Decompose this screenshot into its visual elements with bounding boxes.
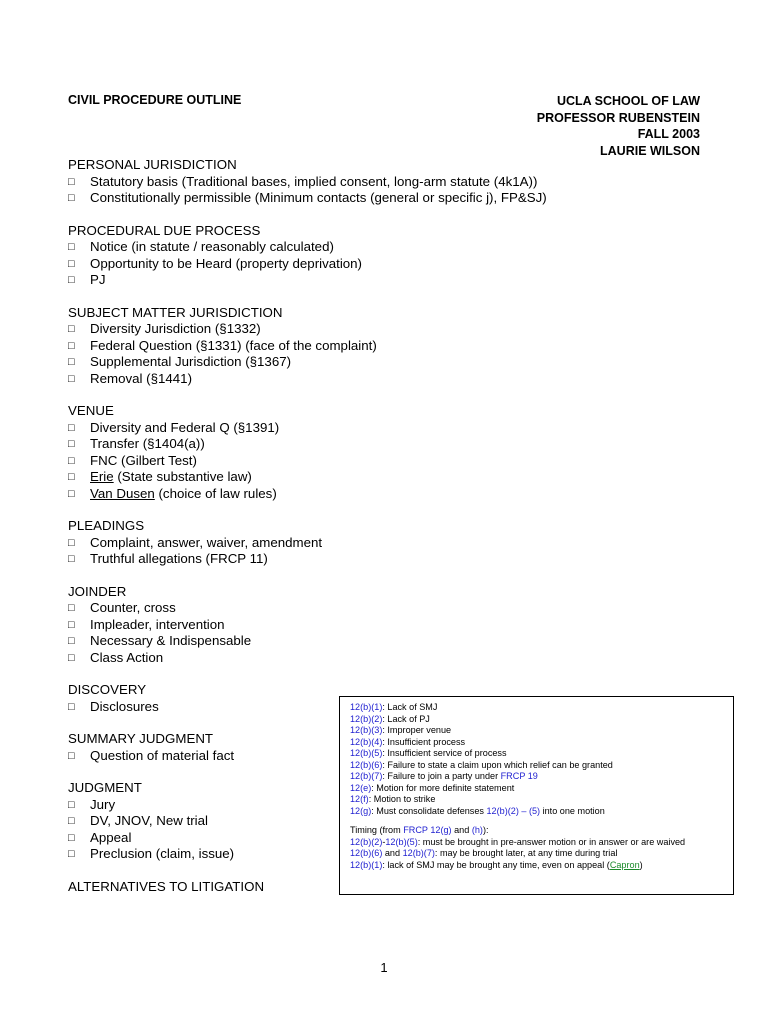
rule-text: : Failure to join a party under [382, 771, 501, 781]
outline-section [68, 305, 508, 388]
rule-text: ) [639, 859, 643, 870]
checkbox-bullet-icon: □ [68, 339, 75, 352]
rule-citation: 12(e) [350, 782, 372, 793]
section-title: PROCEDURAL DUE PROCESS [68, 222, 261, 238]
outline-section [68, 584, 508, 667]
case-name: Van Dusen [90, 485, 155, 501]
term: FALL 2003 [637, 127, 700, 141]
section-title: JUDGMENT [68, 780, 142, 795]
outline-item [68, 272, 508, 289]
checkbox-bullet-icon: □ [68, 635, 75, 647]
item-text: Removal (§1441) [90, 370, 192, 386]
section-title: PLEADINGS [68, 518, 145, 533]
spacer [350, 817, 725, 825]
item-text: Class Action [90, 649, 164, 665]
rule-citation: 12(b)(6) [350, 759, 383, 770]
checkbox-bullet-icon: □ [68, 175, 75, 188]
item-text: Truthful allegations (FRCP 11) [90, 551, 268, 566]
rule-text: : Motion to strike [368, 794, 436, 804]
rule-text: : Insufficient process [382, 736, 466, 747]
outline-item [68, 338, 508, 355]
rule-text: Timing (from [350, 825, 404, 835]
item-text: Jury [90, 796, 116, 812]
item-text: Supplemental Jurisdiction (§1367) [90, 354, 292, 369]
outline-section [68, 518, 508, 568]
rule-text: : must be brought in pre-answer motion or in answer or are waived [417, 836, 686, 847]
checkbox-bullet-icon: □ [68, 274, 75, 286]
outline-section [68, 403, 508, 502]
rule-citation: 12(b)(1) [350, 859, 383, 870]
rule-text: : Insufficient service of process [382, 748, 507, 758]
rule-text: : lack of SMJ may be brought any time, even on appeal ( [382, 859, 610, 870]
item-text: DV, JNOV, New trial [90, 813, 208, 828]
rule-line [350, 760, 725, 772]
rule-text: and [451, 825, 472, 835]
outline-item [68, 469, 508, 486]
outline-item [68, 600, 508, 617]
rule-text: - [382, 836, 386, 847]
checkbox-bullet-icon: □ [68, 241, 75, 253]
rule-citation: 12(b)(4) [350, 736, 383, 747]
rule-text: : Motion for more definite statement [371, 782, 515, 793]
rule-citation: 12(b)(7) [350, 771, 383, 781]
outline-item [68, 617, 508, 634]
rule-text: into one motion [540, 805, 605, 816]
rule-text: : Lack of SMJ [382, 702, 438, 712]
item-text: FNC (Gilbert Test) [90, 452, 197, 468]
rule-line [350, 794, 725, 806]
rule-line [350, 825, 725, 837]
rule-line [350, 748, 725, 760]
rule-text: : Failure to state a claim upon which relief can be granted [382, 759, 613, 770]
checkbox-bullet-icon: □ [68, 454, 75, 467]
item-text: Notice (in statute / reasonably calculated) [90, 239, 334, 254]
item-text: Impleader, intervention [90, 616, 225, 632]
outline-item [68, 354, 508, 371]
rule-line [350, 737, 725, 749]
rule-citation: 12(b)(1) [350, 702, 383, 712]
checkbox-bullet-icon: □ [68, 356, 75, 368]
school-name: UCLA SCHOOL OF LAW [556, 94, 700, 108]
section-title: PERSONAL JURISDICTION [68, 157, 237, 172]
rule-line [350, 714, 725, 726]
professor-name: PROFESSOR RUBENSTEIN [536, 110, 700, 125]
document-title: CIVIL PROCEDURE OUTLINE [68, 93, 242, 107]
checkbox-bullet-icon: □ [68, 438, 75, 450]
checkbox-bullet-icon: □ [68, 651, 75, 664]
rule-text: ): [482, 825, 489, 835]
checkbox-bullet-icon: □ [68, 700, 75, 713]
checkbox-bullet-icon: □ [68, 848, 75, 860]
item-text: Necessary & Indispensable [90, 633, 252, 648]
outline-item [68, 453, 508, 470]
item-text: Diversity and Federal Q (§1391) [90, 419, 280, 435]
author-name: LAURIE WILSON [600, 143, 700, 158]
rule-citation: FRCP 12(g) [403, 825, 452, 835]
rule-line [350, 806, 725, 818]
section-title: SUBJECT MATTER JURISDICTION [68, 304, 283, 320]
rule-line [350, 848, 725, 860]
rule-text: and [382, 848, 403, 858]
rule-citation: 12(b)(5) [350, 748, 383, 758]
rule-citation: (h) [471, 825, 483, 835]
item-text: Complaint, answer, waiver, amendment [90, 534, 323, 550]
case-citation: Capron [609, 859, 640, 870]
checkbox-bullet-icon: □ [68, 323, 75, 335]
rule-citation: 12(b)(3) [350, 725, 383, 735]
item-text: Federal Question (§1331) (face of the complaint) [90, 337, 377, 353]
checkbox-bullet-icon: □ [68, 192, 75, 204]
rule-citation: FRCP 19 [500, 771, 538, 781]
checkbox-bullet-icon: □ [68, 602, 75, 614]
case-name: Erie [90, 469, 114, 484]
outline-item [68, 420, 508, 437]
item-text: Statutory basis (Traditional bases, implied consent, long-arm statute (4k1A)) [90, 173, 538, 189]
rule-line [350, 725, 725, 737]
item-text: Diversity Jurisdiction (§1332) [90, 321, 261, 336]
section-title: SUMMARY JUDGMENT [68, 731, 214, 746]
outline-item [68, 173, 538, 191]
checkbox-bullet-icon: □ [68, 618, 75, 631]
rule-line [350, 783, 725, 795]
outline-item [68, 371, 508, 388]
item-text: Counter, cross [90, 600, 176, 615]
page-number: 1 [380, 960, 388, 975]
checkbox-bullet-icon: □ [68, 421, 75, 434]
outline-item [68, 650, 508, 667]
item-text: Constitutionally permissible (Minimum contacts (general or specific j), FP&SJ) [90, 190, 547, 205]
rule-line [350, 860, 725, 872]
rule-citation: 12(b)(5) [385, 836, 418, 847]
item-text: (choice of law rules) [154, 485, 277, 501]
rule-citation: 12(b)(2) – (5) [486, 805, 541, 816]
checkbox-bullet-icon: □ [68, 815, 75, 827]
rule-text: : may be brought later, at any time during trial [434, 848, 618, 858]
outline-item [68, 551, 508, 568]
item-text: PJ [90, 272, 106, 287]
item-text: Appeal [90, 829, 132, 845]
item-text: Opportunity to be Heard (property deprivation) [90, 255, 362, 271]
rule-citation: 12(b)(2) [350, 836, 383, 847]
section-title: VENUE [68, 403, 114, 418]
outline-item [68, 190, 547, 207]
outline-item [68, 535, 508, 552]
rule-citation: 12(f) [350, 794, 369, 804]
outline-section [68, 157, 547, 207]
rule-text: : Lack of PJ [382, 713, 430, 724]
section-title: JOINDER [68, 583, 127, 599]
checkbox-bullet-icon: □ [68, 471, 75, 483]
section-title: ALTERNATIVES TO LITIGATION [68, 878, 265, 894]
item-text: Preclusion (claim, issue) [90, 846, 235, 861]
checkbox-bullet-icon: □ [68, 257, 75, 270]
rule-citation: 12(b)(7) [402, 848, 435, 858]
checkbox-bullet-icon: □ [68, 536, 75, 549]
outline-section [68, 223, 508, 289]
item-text: Question of material fact [90, 747, 235, 763]
checkbox-bullet-icon: □ [68, 487, 75, 500]
item-text: Transfer (§1404(a)) [90, 436, 205, 451]
outline-item [68, 321, 508, 338]
checkbox-bullet-icon: □ [68, 798, 75, 811]
checkbox-bullet-icon: □ [68, 553, 75, 565]
checkbox-bullet-icon: □ [68, 831, 75, 844]
rule-citation: 12(g) [350, 805, 372, 816]
item-text: (State substantive law) [113, 469, 252, 484]
document-header-info [537, 93, 700, 159]
rule-line [350, 771, 725, 783]
outline-item [68, 633, 508, 650]
item-text: Disclosures [90, 698, 159, 714]
rule-text: : Improper venue [382, 725, 452, 735]
rule-citation: 12(b)(2) [350, 713, 383, 724]
rule-line [350, 837, 725, 849]
rule-line [350, 702, 725, 714]
rule-citation: 12(b)(6) [350, 848, 383, 858]
checkbox-bullet-icon: □ [68, 372, 75, 385]
section-title: DISCOVERY [68, 682, 147, 697]
rule-12-box [339, 696, 734, 895]
rule-text: : Must consolidate defenses [371, 805, 487, 816]
outline-item [68, 239, 508, 256]
outline-item [68, 256, 508, 273]
outline-item [68, 436, 508, 453]
checkbox-bullet-icon: □ [68, 749, 75, 762]
outline-item [68, 486, 508, 503]
